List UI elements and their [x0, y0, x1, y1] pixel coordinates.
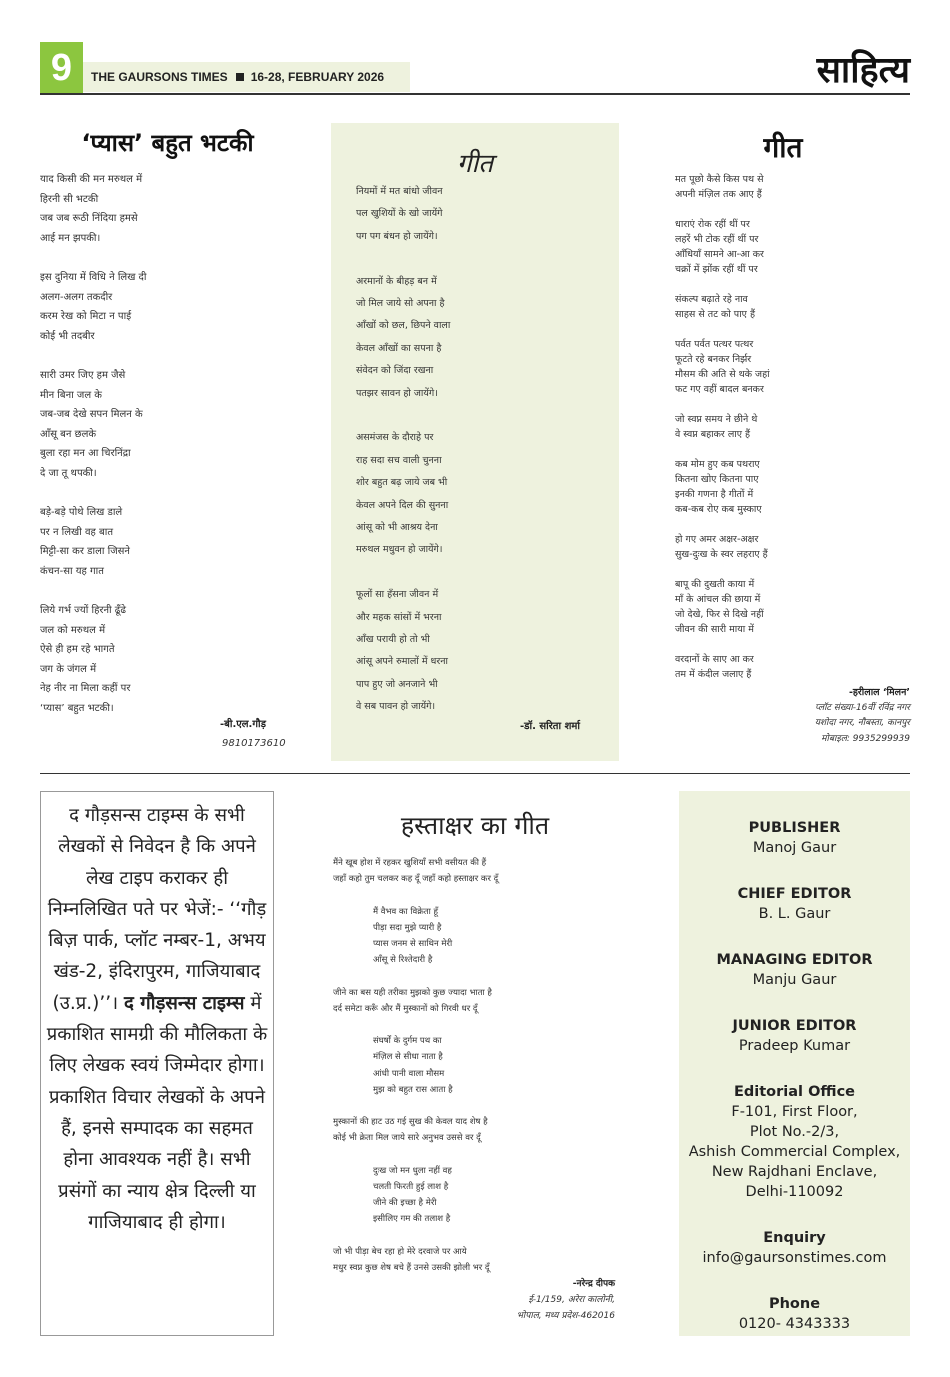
role-value: B. L. Gaur	[758, 906, 831, 922]
role-label: Phone	[768, 1296, 821, 1312]
role-label: JUNIOR EDITOR	[732, 1018, 857, 1034]
poem-line: तम में कंदील जलाए हैं	[675, 669, 752, 680]
poem-line: नियमों में मत बांधो जीवन	[356, 186, 443, 197]
poem-line: पर्वत पर्वत पत्थर पत्थर	[675, 339, 754, 350]
poem4-stanza	[333, 1244, 633, 1276]
poem2-stanza	[356, 427, 606, 561]
poem-line: मौसम की अति से थके जहां	[675, 369, 770, 380]
poem-line: अपनी मंज़िल तक आए हैं	[675, 189, 762, 200]
poem-line: जीने का बस यही तरीका मुझको कुछ ज्यादा भाता है	[333, 987, 492, 998]
poem-line: पतझर सावन हो जायेंगे।	[356, 387, 438, 399]
masthead-phone	[679, 1294, 910, 1334]
poem-line: पल खुशियों के खो जायेंगे	[356, 208, 443, 220]
poem1-stanza	[40, 366, 290, 484]
poem1-phone: 9810173610	[222, 738, 286, 749]
header-info	[91, 70, 384, 84]
poem3-address: यशोदा नगर, नौबस्ता, कानपुर	[814, 718, 910, 728]
poem-line: मरुथल मधुवन हो जायेंगे।	[356, 544, 443, 556]
masthead-enquiry	[679, 1228, 910, 1268]
poem2-stanza	[356, 271, 606, 405]
poem-line: आंसू अपने रुमालों में धरना	[356, 656, 449, 668]
poem-line: आँसू बन छलके	[40, 428, 97, 440]
poem-line: नेह नीर ना मिला कहीं पर	[40, 683, 131, 695]
poem-line: लिये गर्भ ज्यों हिरनी ढूँढे	[40, 605, 127, 617]
section-divider	[40, 773, 910, 774]
poem-line: पग पग बंधन हो जायेंगे।	[356, 230, 438, 242]
poem3-stanza	[675, 532, 915, 562]
poem-line: हिरनी सी भटकी	[40, 193, 99, 205]
poem2-author: -डॉ. सरिता शर्मा	[520, 721, 580, 732]
poem-line: ‘प्यास’ बहुत भटकी।	[40, 703, 114, 715]
poem-line: वरदानों के साए आ कर	[675, 654, 754, 665]
address-line: New Rajdhani Enclave,	[711, 1164, 878, 1180]
poem4-stanza	[333, 855, 633, 887]
poem-line: आँख परायी हो तो भी	[356, 634, 430, 646]
masthead	[679, 818, 910, 1360]
notice-part2: में प्रकाशित सामग्री की मौलिकता के लिए लेखक स्वयं जिम्मेदार होगा। प्रकाशित विचार लेखकों के अपने हैं, इनसे सम्पादक का सहमत होना आवश्यक नहीं है। सभी प्रसंगों का न्याय क्षेत्र दिल्ली या गाजियाबाद ही होगा।	[46, 992, 268, 1233]
poem-line: साहस से तट को पाए हैं	[675, 309, 755, 320]
poem4-address: ई-1/159, अरेरा कालोनी,	[528, 1295, 615, 1305]
poem2-title: गीत	[456, 149, 494, 179]
poem3-address: प्लॉट संख्या-16वीं रविंद्र नगर	[815, 702, 910, 713]
poem-line: जब जब रूठी निंदिया हमसे	[40, 213, 138, 225]
poem3-stanza	[675, 172, 915, 202]
poem-line: फूलों सा हँसना जीवन में	[356, 589, 439, 601]
poem-line: आँसू से रिश्तेदारी है	[373, 955, 433, 966]
poem1-stanza	[40, 503, 290, 581]
poem-line: फट गए वहीं बादल बनकर	[675, 384, 764, 395]
role-label: Editorial Office	[734, 1084, 855, 1100]
poem-line: दुःख जो मन धुला नहीं वह	[373, 1165, 452, 1176]
poem-line: चलती फिरती हुई लाश है	[373, 1181, 449, 1192]
poem-line: मुझ को बहुत रास आता है	[373, 1084, 453, 1095]
poem-line: कब मोम हुए कब पथराए	[675, 459, 760, 470]
poem4-signature	[517, 1276, 615, 1324]
poem3-stanza	[675, 457, 915, 517]
role-value: Pradeep Kumar	[738, 1038, 851, 1054]
poem-line: जो मिल जाये सो अपना है	[356, 298, 445, 310]
poem2-stanza	[356, 584, 606, 718]
poem3-stanza	[675, 577, 915, 637]
poem4-address: भोपाल, मध्य प्रदेश-462016	[516, 1311, 615, 1321]
poem-line: कब-कब रोए कब मुस्काए	[675, 504, 762, 515]
poem-line: जहाँ कहो तुम चलकर कह दूँ जहाँ कहो हस्ताक्षर कर दूँ	[333, 874, 499, 885]
address-line: F-101, First Floor,	[731, 1104, 858, 1120]
poem-line: और महक सांसों में भरना	[356, 611, 442, 623]
poem3-stanza	[675, 652, 915, 682]
poem-line: चक्रों में झोंक रहीं थीं पर	[675, 264, 758, 275]
address-line: Plot No.-2/3,	[749, 1124, 840, 1140]
poem4-author: -नरेन्द्र दीपक	[572, 1279, 615, 1289]
poem-line: पाप हुए जो अनजाने भी	[356, 678, 438, 690]
poem-line: असमंजस के दौराहे पर	[356, 432, 434, 444]
poem-line: अलग-अलग तकदीर	[40, 291, 113, 303]
poem4-stanza	[333, 1163, 633, 1228]
poem-line: बापू की दुखती काया में	[675, 579, 755, 590]
poem4-stanza	[333, 904, 633, 969]
poem-line: दर्द समेटा करूँ और मैं मुस्कानों को गिरवी धर दूँ	[333, 1003, 478, 1014]
poem2-stanza	[356, 181, 606, 248]
header-rule	[40, 93, 910, 95]
poem4-stanza	[333, 1033, 633, 1098]
separator-square-icon	[236, 73, 244, 81]
poem3-stanza	[675, 337, 915, 397]
poem-line: बड़े-बड़े पोथे लिख डाले	[40, 507, 123, 519]
masthead-managing-editor	[679, 950, 910, 990]
poem1-stanza	[40, 601, 290, 719]
poem1-stanza	[40, 268, 290, 346]
poem-line: पीड़ा सदा मुझे प्यारी है	[373, 922, 442, 933]
poem-line: याद किसी की मन मरुथल में	[40, 174, 143, 185]
poem-line: संघर्षों के दुर्गम पथ का	[373, 1036, 442, 1047]
poem-line: इस दुनिया में विधि ने लिख दी	[40, 271, 147, 283]
poem-line: आँखों को छल, छिपने वाला	[356, 320, 451, 332]
poem-line: ऐसे ही हम रहे भागते	[40, 644, 115, 656]
poem-line: सुख-दुःख के स्वर लहराए हैं	[675, 549, 768, 560]
poem4-body	[333, 855, 633, 1292]
poem-line: आंधी पानी वाला मौसम	[373, 1068, 445, 1079]
poem-line: आँधियाँ सामने आ-आ कर	[675, 249, 764, 260]
poem-line: मीन बिना जल के	[40, 389, 102, 401]
notice-part1: द गौड़सन्स टाइम्स के सभी लेखकों से निवेदन है कि अपने लेख टाइप कराकर ही निम्नलिखित पते पर भेजें:- ‘‘गौड़ बिज़ पार्क, प्लॉट नम्बर-1, अभय खंड-2, इंदिरापुरम, गाजियाबाद (उ.प्र.)’’।	[47, 805, 267, 1014]
poem-line: मुस्कानों की हाट उठ गई सुख की केवल याद शेष है	[333, 1117, 488, 1128]
poem1-author: -बी.एल.गौड़	[220, 719, 266, 730]
poem-line: इनकी गणना है गीतों में	[675, 489, 754, 500]
poem-line: मंज़िल से सीधा नाता है	[373, 1052, 443, 1063]
poem-line: लहरें भी टोक रहीं थीं पर	[675, 234, 759, 245]
role-label: MANAGING EDITOR	[716, 952, 873, 968]
poem-line: आई मन झपकी।	[40, 232, 101, 244]
section-title: साहित्य	[816, 50, 910, 91]
role-label: CHIEF EDITOR	[737, 886, 852, 902]
poem-line: केवल आँखों का सपना है	[356, 342, 442, 354]
poem1-body	[40, 170, 290, 738]
role-label: Enquiry	[763, 1230, 826, 1246]
page-number: 9	[40, 42, 83, 94]
poem3-title: गीत	[763, 131, 803, 164]
poem4-stanza	[333, 985, 633, 1017]
poem-line: मैं वैभव का विक्रेता हूँ	[373, 906, 439, 917]
role-label: PUBLISHER	[748, 820, 841, 836]
poem-line: मत पूछो कैसे किस पथ से	[675, 174, 764, 185]
poem1-stanza	[40, 170, 290, 248]
poem-line: हो गए अमर अक्षर-अक्षर	[675, 534, 759, 545]
poem-line: दे जा तू थपकी।	[40, 467, 97, 479]
poem-line: कोई भी क्रेता मिल जाये सारे अनुभव उससे वर दूँ	[333, 1133, 481, 1144]
notice-paper-name: द गौड़सन्स टाइम्स	[124, 992, 245, 1014]
poem-line: जब-जब देखे सपन मिलन के	[40, 409, 143, 421]
masthead-junior-editor	[679, 1016, 910, 1056]
poem-line: जो स्वप्न समय ने छीने थे	[675, 414, 758, 425]
poem-line: शोर बहुत बढ़ जाये जब भी	[356, 477, 448, 489]
issue-date: 16-28, FEBRUARY 2026	[250, 70, 385, 84]
poem3-stanza	[675, 292, 915, 322]
address-line: Delhi-110092	[745, 1184, 844, 1200]
poem-line: जीने की इच्छा है मेरी	[373, 1198, 437, 1209]
poem2-body	[356, 181, 606, 741]
poem-line: वे स्वप्न बहाकर लाए हैं	[675, 429, 751, 440]
poem-line: कितना खोए कितना पाए	[675, 474, 759, 485]
poem3-body	[675, 172, 915, 697]
poem3-author: -हरीलाल ‘मिलन’	[848, 687, 910, 698]
poem-line: प्यास जनम से साथिन मेरी	[373, 939, 453, 949]
enquiry-email: info@gaursonstimes.com	[702, 1250, 887, 1266]
masthead-publisher	[679, 818, 910, 858]
role-value: Manju Gaur	[752, 972, 837, 988]
poem-line: आंसू को भी आश्रय देना	[356, 522, 438, 534]
masthead-office	[679, 1082, 910, 1202]
poem-line: संकल्प बढ़ाते रहे नाव	[675, 294, 748, 305]
address-line: Ashish Commercial Complex,	[688, 1144, 901, 1160]
poem-line: जीवन की सारी माया में	[675, 624, 754, 635]
poem-line: केवल अपने दिल की सुनना	[356, 499, 449, 511]
poem4-stanza	[333, 1114, 633, 1146]
poem-line: इसीलिए गम की तलाश है	[373, 1214, 451, 1225]
phone-number: 0120- 4343333	[738, 1316, 851, 1332]
poem-line: करम रेख को मिटा न पाई	[40, 311, 132, 323]
poem-line: वे सब पावन हो जायेंगे।	[356, 701, 436, 713]
poem3-phone: मोबाइल: 9935299939	[821, 733, 910, 744]
poem-line: जो देखे, फिर से दिखे नहीं	[675, 609, 764, 620]
poem-line: कोई भी तदबीर	[40, 330, 95, 342]
poem1-title: ‘प्यास’ बहुत भटकी	[81, 129, 254, 157]
poem-line: जो भी पीड़ा बेच रहा हो मेरे दरवाजे पर आये	[333, 1246, 467, 1257]
poem-line: अरमानों के बीहड़ बन में	[356, 275, 437, 287]
masthead-chief-editor	[679, 884, 910, 924]
poem4-title: हस्ताक्षर का गीत	[400, 811, 550, 840]
poem3-stanza	[675, 217, 915, 277]
poem-line: संवेदन को जिंदा रखना	[356, 365, 434, 377]
poem-line: राह सदा सच वाली चुनना	[356, 454, 442, 466]
poem-line: पर न लिखी वह बात	[40, 526, 114, 538]
poem-line: सारी उमर जिए हम जैसे	[40, 369, 126, 381]
poem-line: मधुर स्वप्न कुछ शेष बचे हैं उनसे उसकी झोली भर दूँ	[333, 1262, 490, 1273]
poem3-stanza	[675, 412, 915, 442]
notice-text	[46, 800, 268, 1238]
poem-line: धाराएं रोक रहीं थीं पर	[675, 219, 750, 230]
poem-line: फूटते रहे बनकर निर्झर	[675, 354, 752, 365]
poem-line: जल को मरुथल में	[40, 624, 106, 636]
poem-line: बुला रहा मन आ चिरनिंद्रा	[40, 448, 131, 460]
poem-line: कंचन-सा यह गात	[40, 565, 104, 577]
poem-line: मैंने खूब होश में रहकर खुशियाँ सभी वसीयत की हैं	[333, 858, 487, 868]
poem-line: मिट्टी-सा कर डाला जिसने	[40, 546, 130, 558]
poem-line: जग के जंगल में	[40, 663, 97, 675]
role-value: Manoj Gaur	[752, 840, 837, 856]
paper-name: THE GAURSONS TIMES	[91, 70, 228, 84]
poem3-signature	[815, 685, 910, 747]
poem-line: माँ के आंचल की छाया में	[675, 594, 761, 605]
